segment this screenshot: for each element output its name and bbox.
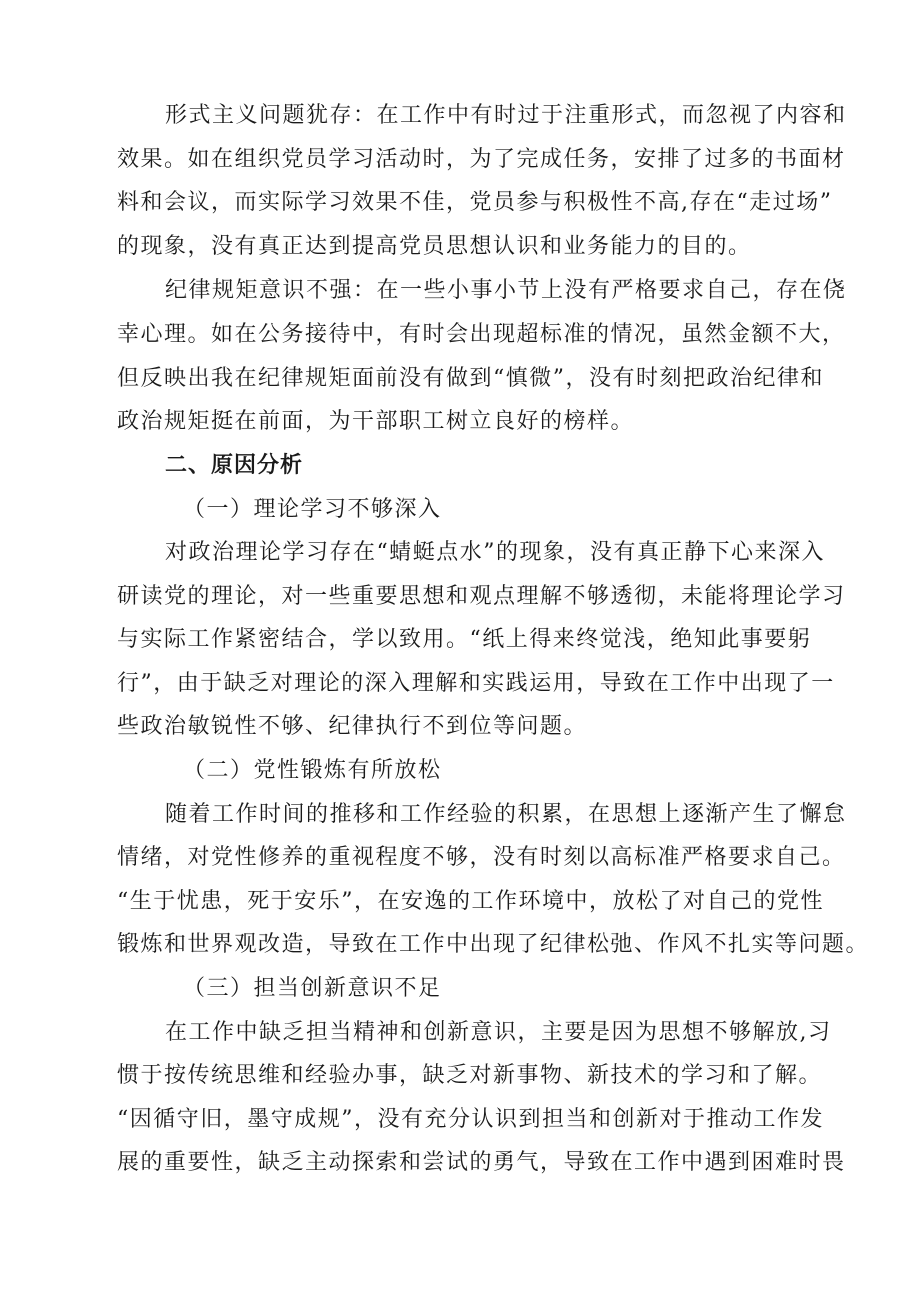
paragraph-line: 随着工作时间的推移和工作经验的积累，在思想上逐渐产生了懈怠	[165, 802, 847, 827]
paragraph-line: 对政治理论学习存在“蜻蜓点水”的现象，没有真正静下心来深入	[165, 540, 825, 565]
paragraph-line: 效果。如在组织党员学习活动时，为了完成任务，安排了过多的书面材	[117, 147, 846, 172]
paragraph-line: “生于忧患，死于安乐”，在安逸的工作环境中，放松了对自己的党性	[117, 889, 824, 914]
paragraph-line: 纪律规矩意识不强：在一些小事小节上没有严格要求自己，存在侥	[165, 278, 847, 303]
paragraph-line: 形式主义问题犹存：在工作中有时过于注重形式，而忽视了内容和	[165, 103, 847, 128]
paragraph-line: 研读党的理论，对一些重要思想和观点理解不够透彻，未能将理论学习	[117, 584, 846, 609]
paragraph-line: 料和会议，而实际学习效果不佳，党员参与积极性不高,存在“走过场”	[117, 190, 833, 215]
paragraph-line: 与实际工作紧密结合，学以致用。“纸上得来终觉浅，绝知此事要躬	[117, 627, 812, 652]
paragraph-line: 惯于按传统思维和经验办事，缺乏对新事物、新技术的学习和了解。	[117, 1063, 823, 1088]
paragraph-line: 幸心理。如在公务接待中，有时会出现超标准的情况，虽然金额不大，	[117, 322, 846, 347]
paragraph-line: “因循守旧，墨守成规”，没有充分认识到担当和创新对于推动工作发	[117, 1107, 824, 1132]
paragraph-line: 些政治敏锐性不够、纪律执行不到位等问题。	[117, 714, 588, 739]
subsection-title: （一）理论学习不够深入	[183, 497, 442, 522]
paragraph-line: 行”，由于缺乏对理论的深入理解和实践运用，导致在工作中出现了一	[117, 671, 835, 696]
paragraph-line: 情绪，对党性修养的重视程度不够，没有时刻以高标准严格要求自己。	[117, 845, 846, 870]
paragraph-line: 在工作中缺乏担当精神和创新意识，主要是因为思想不够解放,习	[165, 1020, 832, 1045]
paragraph-line: 政治规矩挺在前面，为干部职工树立良好的榜样。	[117, 409, 635, 434]
subsection-title: （三）担当创新意识不足	[183, 976, 442, 1001]
paragraph-line: 锻炼和世界观改造，导致在工作中出现了纪律松弛、作风不扎实等问题。	[117, 932, 870, 957]
paragraph-line: 但反映出我在纪律规矩面前没有做到“慎微”，没有时刻把政治纪律和	[117, 366, 824, 391]
paragraph-line: 的现象，没有真正达到提高党员思想认识和业务能力的目的。	[117, 234, 752, 259]
section-heading: 二、原因分析	[165, 453, 304, 478]
paragraph-line: 展的重要性，缺乏主动探索和尝试的勇气，导致在工作中遇到困难时畏	[117, 1150, 846, 1175]
subsection-title: （二）党性锻炼有所放松	[183, 758, 442, 783]
